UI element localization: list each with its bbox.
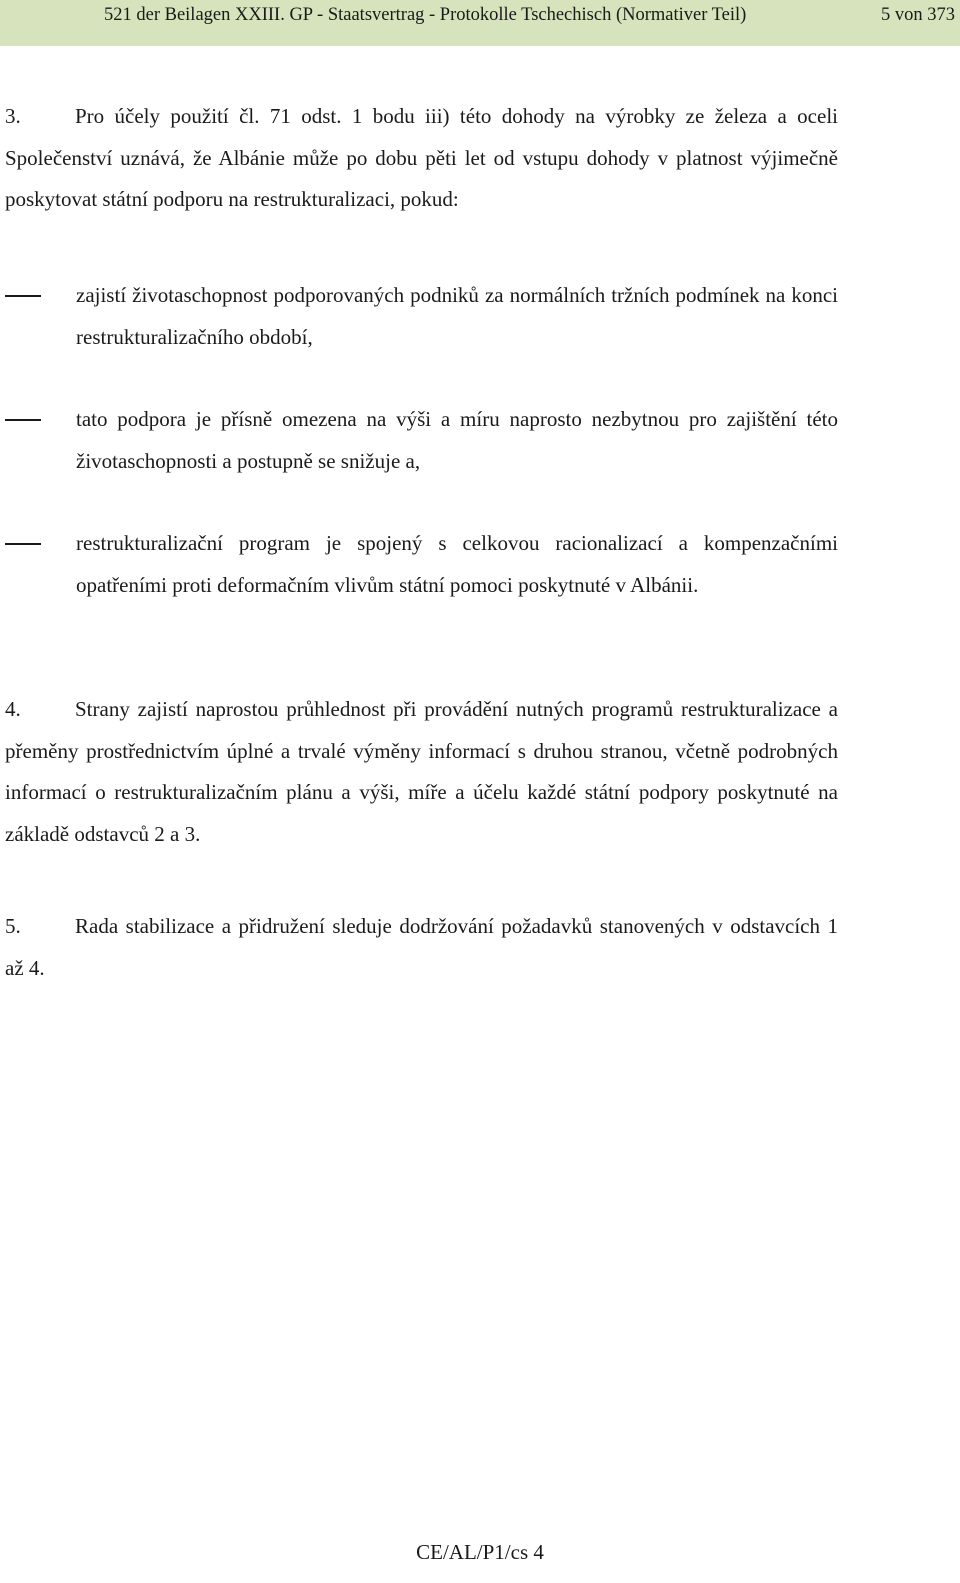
paragraph-3 — [5, 96, 838, 221]
paragraph-5-text: Rada stabilizace a přidružení sleduje dodržování požadavků stanovených v odstavcích 1 až 4. — [5, 914, 838, 980]
paragraph-3-text: Pro účely použití čl. 71 odst. 1 bodu iii) této dohody na výrobky ze železa a oceli Společenství uznává, že Albánie může po dobu pěti let od vstupu dohody v platnost výjimečně poskytovat státní podporu na restrukturalizaci, pokud: — [5, 104, 838, 211]
paragraph-5-number: 5. — [5, 914, 21, 938]
list-item — [5, 399, 838, 482]
paragraph-4 — [5, 689, 838, 855]
dash-bullet — [5, 419, 41, 421]
header-title: 521 der Beilagen XXIII. GP - Staatsvertrag - Protokolle Tschechisch (Normativer Teil) — [104, 5, 747, 25]
list-item — [5, 275, 838, 358]
paragraph-3-number: 3. — [5, 104, 21, 128]
list-item — [5, 523, 838, 606]
list-item-text: zajistí životaschopnost podporovaných podniků za normálních tržních podmínek na konci restrukturalizačního období, — [76, 283, 838, 349]
list-item-text: tato podpora je přísně omezena na výši a míru naprosto nezbytnou pro zajištění této životaschopnosti a postupně se snižuje a, — [76, 407, 838, 473]
document-header — [0, 0, 960, 46]
paragraph-4-text: Strany zajistí naprostou průhlednost při provádění nutných programů restrukturalizace a přeměny prostřednictvím úplné a trvalé výměny informací s druhou stranou, včetně podrobných informací o restrukturalizačním plánu a výši, míře a účelu každé státní podpory poskytnuté na základě odstavců 2 a 3. — [5, 697, 838, 846]
paragraph-5 — [5, 906, 838, 989]
header-page-number: 5 von 373 — [881, 5, 955, 25]
dash-bullet — [5, 543, 41, 545]
paragraph-4-number: 4. — [5, 697, 21, 721]
document-footer-code: CE/AL/P1/cs 4 — [416, 1540, 544, 1564]
dash-bullet — [5, 295, 41, 297]
list-item-text: restrukturalizační program je spojený s celkovou racionalizací a kompenzačními opatřeními proti deformačním vlivům státní pomoci poskytnuté v Albánii. — [76, 531, 838, 597]
